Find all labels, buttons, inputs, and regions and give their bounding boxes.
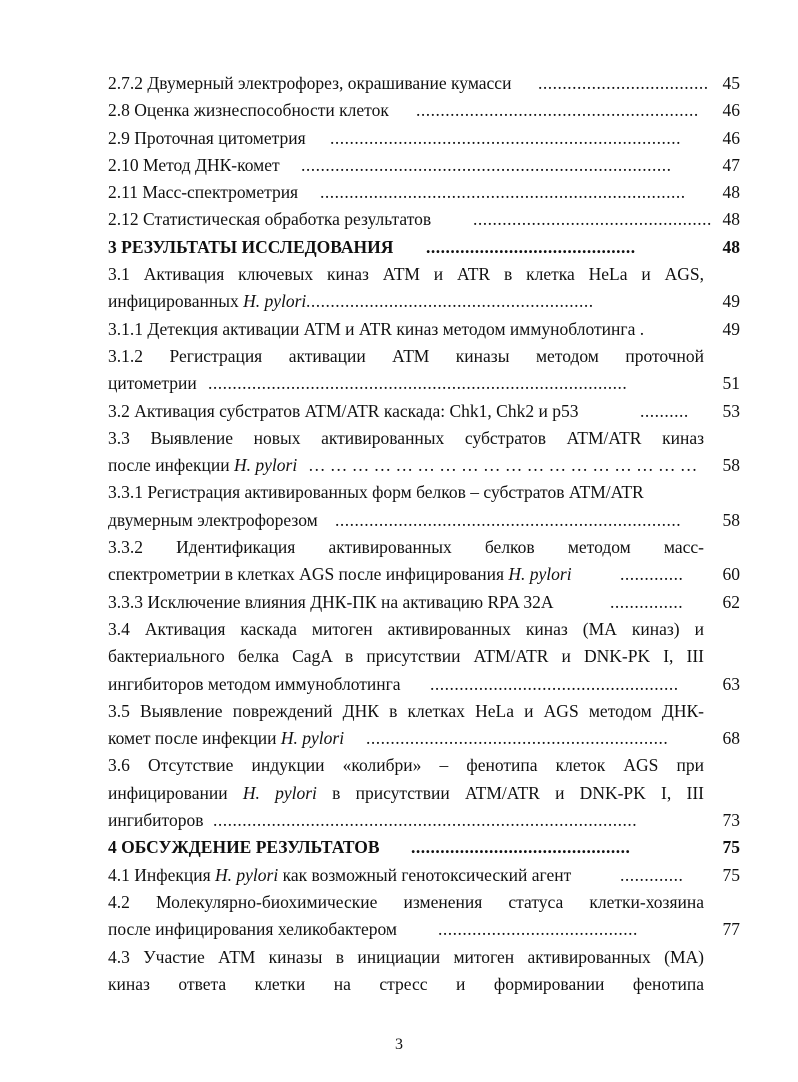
- toc-leader-dots: ...........................................................: [306, 291, 594, 312]
- toc-entry-4-1: [108, 862, 740, 889]
- toc-page-number: 58: [722, 455, 740, 476]
- toc-page-number: 73: [722, 810, 740, 831]
- toc-page-number: 60: [722, 564, 740, 585]
- toc-leader-dots: .............: [620, 864, 684, 885]
- toc-entry-2-11: [108, 179, 740, 206]
- toc-entry-3-1-line1: [108, 261, 740, 288]
- toc-leader-dots: .......................................................................: [335, 509, 682, 530]
- toc-entry-title: 3.4 Активация каскада митоген активированных киназ (МА киназ) и: [108, 618, 704, 639]
- toc-entry-title-cont: инфицировании H. pylori в присутствии ATM/ATR и DNK-PK I, III: [108, 782, 704, 803]
- toc-leader-dots: ............................................................................: [301, 154, 672, 175]
- toc-entry-3-4-line2: [108, 643, 740, 670]
- toc-entry-title-cont: бактериального белка CagA в присутствии ATM/ATR и DNK-PK I, III: [108, 646, 704, 667]
- toc-page-number: 46: [722, 100, 740, 121]
- toc-page-number: 77: [722, 919, 740, 940]
- toc-entry-title: 2.8 Оценка жизнеспособности клеток: [108, 100, 389, 121]
- toc-entry-3-3-2-line2: [108, 561, 740, 588]
- toc-entry-3-4-line1: [108, 616, 740, 643]
- toc-page-number: 51: [722, 373, 740, 394]
- toc-leader-dots: ...................................................: [430, 673, 679, 694]
- toc-page-number: 58: [722, 509, 740, 530]
- toc-entry-title-cont: цитометрии: [108, 373, 197, 394]
- toc-entry-4-2-line2: [108, 916, 740, 943]
- toc-entry-2-12: [108, 206, 740, 233]
- toc-entry-3-1-2-line2: [108, 370, 740, 397]
- toc-page-number: 48: [722, 236, 740, 257]
- toc-page-number: 47: [722, 154, 740, 175]
- toc-entry-4-3-line1: [108, 944, 740, 971]
- toc-entry-3-2: [108, 398, 740, 425]
- toc-chapter-title: 3 РЕЗУЛЬТАТЫ ИССЛЕДОВАНИЯ: [108, 236, 394, 257]
- toc-page-number: 75: [722, 864, 740, 885]
- toc-entry-2-9: [108, 125, 740, 152]
- toc-entry-3-3-2-line1: [108, 534, 740, 561]
- toc-entry-title: 4.1 Инфекция H. pylori как возможный генотоксический агент: [108, 864, 572, 885]
- toc-entry-title: 3.3 Выявление новых активированных субстратов ATM/ATR киназ: [108, 427, 704, 448]
- toc-entry-title-cont: инфицированных H. pylori: [108, 291, 307, 312]
- page-number: 3: [395, 1036, 403, 1053]
- toc-entry-4: [108, 834, 740, 861]
- toc-leader-dots: ......................................................................................: [208, 373, 628, 394]
- toc-leader-dots: ...........................................: [426, 236, 636, 257]
- toc-leader-dots: ...........................................................................: [320, 182, 686, 203]
- toc-entry-title: 3.1 Активация ключевых киназ АТМ и ATR в клетка HeLa и AGS,: [108, 264, 704, 285]
- toc-entry-title: 2.9 Проточная цитометрия: [108, 127, 306, 148]
- toc-entry-title: 3.5 Выявление повреждений ДНК в клетках HeLa и AGS методом ДНК-: [108, 700, 704, 721]
- toc-entry-title: 2.10 Метод ДНК-комет: [108, 154, 280, 175]
- toc-entry-title-cont: комет после инфекции H. pylori: [108, 728, 345, 749]
- toc-page-number: 48: [722, 209, 740, 230]
- toc-entry-title: 4.2 Молекулярно-биохимические изменения статуса клетки-хозяина: [108, 891, 704, 912]
- toc-page-number: 53: [722, 400, 740, 421]
- toc-leader-dots: .............: [620, 564, 684, 585]
- toc-entry-title-cont: двумерным электрофорезом: [108, 509, 318, 530]
- toc-entry-3-3-3: [108, 589, 740, 616]
- toc-page-number: 46: [722, 127, 740, 148]
- toc-page-number: 62: [722, 591, 740, 612]
- toc-entry-title: 2.12 Статистическая обработка результатов: [108, 209, 432, 230]
- toc-entry-3-6-line2: [108, 780, 740, 807]
- toc-page-number: 49: [722, 318, 740, 339]
- toc-leader-dots: ...............: [610, 591, 684, 612]
- toc-entry-title-cont: киназ ответа клетки на стресс и формировании фенотипа: [108, 973, 704, 994]
- toc-entry-title: 3.1.1 Детекция активации АТМ и ATR киназ методом иммуноблотинга .: [108, 318, 645, 339]
- toc-entry-3-5-line2: [108, 725, 740, 752]
- toc-entry-title-cont: ингибиторов методом иммуноблотинга: [108, 673, 401, 694]
- toc-leader-dots: .............................................: [411, 837, 631, 858]
- toc-entry-2-7-2: [108, 70, 740, 97]
- toc-entry-title: 3.6 Отсутствие индукции «колибри» – фенотипа клеток AGS при: [108, 755, 704, 776]
- toc-leader-dots: .......................................................................................: [213, 810, 638, 831]
- toc-entry-title-cont: ингибиторов: [108, 810, 204, 831]
- toc-leader-dots: ..........................................................: [416, 100, 699, 121]
- toc-entry-4-3-line2: [108, 971, 740, 998]
- toc-entry-3: [108, 234, 740, 261]
- toc-leader-dots: ...................................: [538, 73, 709, 93]
- toc-entry-title-cont: после инфицирования хеликобактером: [108, 919, 397, 940]
- toc-entry-2-10: [108, 152, 740, 179]
- toc-chapter-title: 4 ОБСУЖДЕНИЕ РЕЗУЛЬТАТОВ: [108, 837, 380, 858]
- toc-entry-title: 2.7.2 Двумерный электрофорез, окрашивание кумасси: [108, 73, 512, 93]
- toc-entry-title: 4.3 Участие АТМ киназы в инициации митоген активированных (МА): [108, 946, 704, 967]
- table-of-contents: [108, 70, 740, 998]
- toc-page-number: 45: [722, 73, 740, 93]
- toc-entry-title: 3.1.2 Регистрация активации АТМ киназы методом проточной: [108, 345, 704, 366]
- toc-entry-3-3-line2: [108, 452, 740, 479]
- toc-entry-title: 2.11 Масс-спектрометрия: [108, 182, 299, 203]
- toc-entry-3-4-line3: [108, 671, 740, 698]
- toc-entry-3-5-line1: [108, 698, 740, 725]
- toc-leader-dots: ..........: [640, 400, 689, 421]
- toc-entry-3-6-line1: [108, 752, 740, 779]
- toc-entry-4-2-line1: [108, 889, 740, 916]
- toc-entry-3-1-1: [108, 316, 740, 343]
- toc-entry-3-6-line3: [108, 807, 740, 834]
- toc-page-number: 63: [722, 673, 740, 694]
- toc-leader-dots: ........................................................................: [330, 127, 681, 148]
- toc-leader-dots: .........................................: [438, 919, 638, 940]
- toc-page-number: 75: [722, 837, 740, 858]
- toc-entry-title: 3.3.1 Регистрация активированных форм белков – субстратов ATM/ATR: [108, 482, 644, 503]
- toc-entry-3-3-1-line1: [108, 479, 740, 506]
- toc-entry-3-3-line1: [108, 425, 740, 452]
- toc-entry-3-1-line2: [108, 288, 740, 315]
- toc-leader-dots: … … … … … … … … … … … … … … … … … …: [308, 455, 698, 476]
- toc-entry-3-1-2-line1: [108, 343, 740, 370]
- toc-page-number: 48: [722, 182, 740, 203]
- toc-entry-2-8: [108, 97, 740, 124]
- toc-leader-dots: .................................................: [473, 209, 712, 230]
- toc-leader-dots: ..............................................................: [366, 728, 669, 749]
- toc-page-number: 68: [722, 728, 740, 749]
- toc-entry-title: 3.3.3 Исключение влияния ДНК-ПК на активацию RPA 32A: [108, 591, 554, 612]
- toc-entry-title: 3.3.2 Идентификация активированных белков методом масс-: [108, 537, 704, 558]
- toc-entry-3-3-1-line2: [108, 507, 740, 534]
- toc-entry-title: 3.2 Активация субстратов ATM/ATR каскада: Chk1, Chk2 и p53: [108, 400, 579, 421]
- toc-page-number: 49: [722, 291, 740, 312]
- toc-entry-title-cont: после инфекции H. pylori: [108, 455, 298, 476]
- toc-entry-title-cont: спектрометрии в клетках AGS после инфицирования H. pylori: [108, 564, 572, 585]
